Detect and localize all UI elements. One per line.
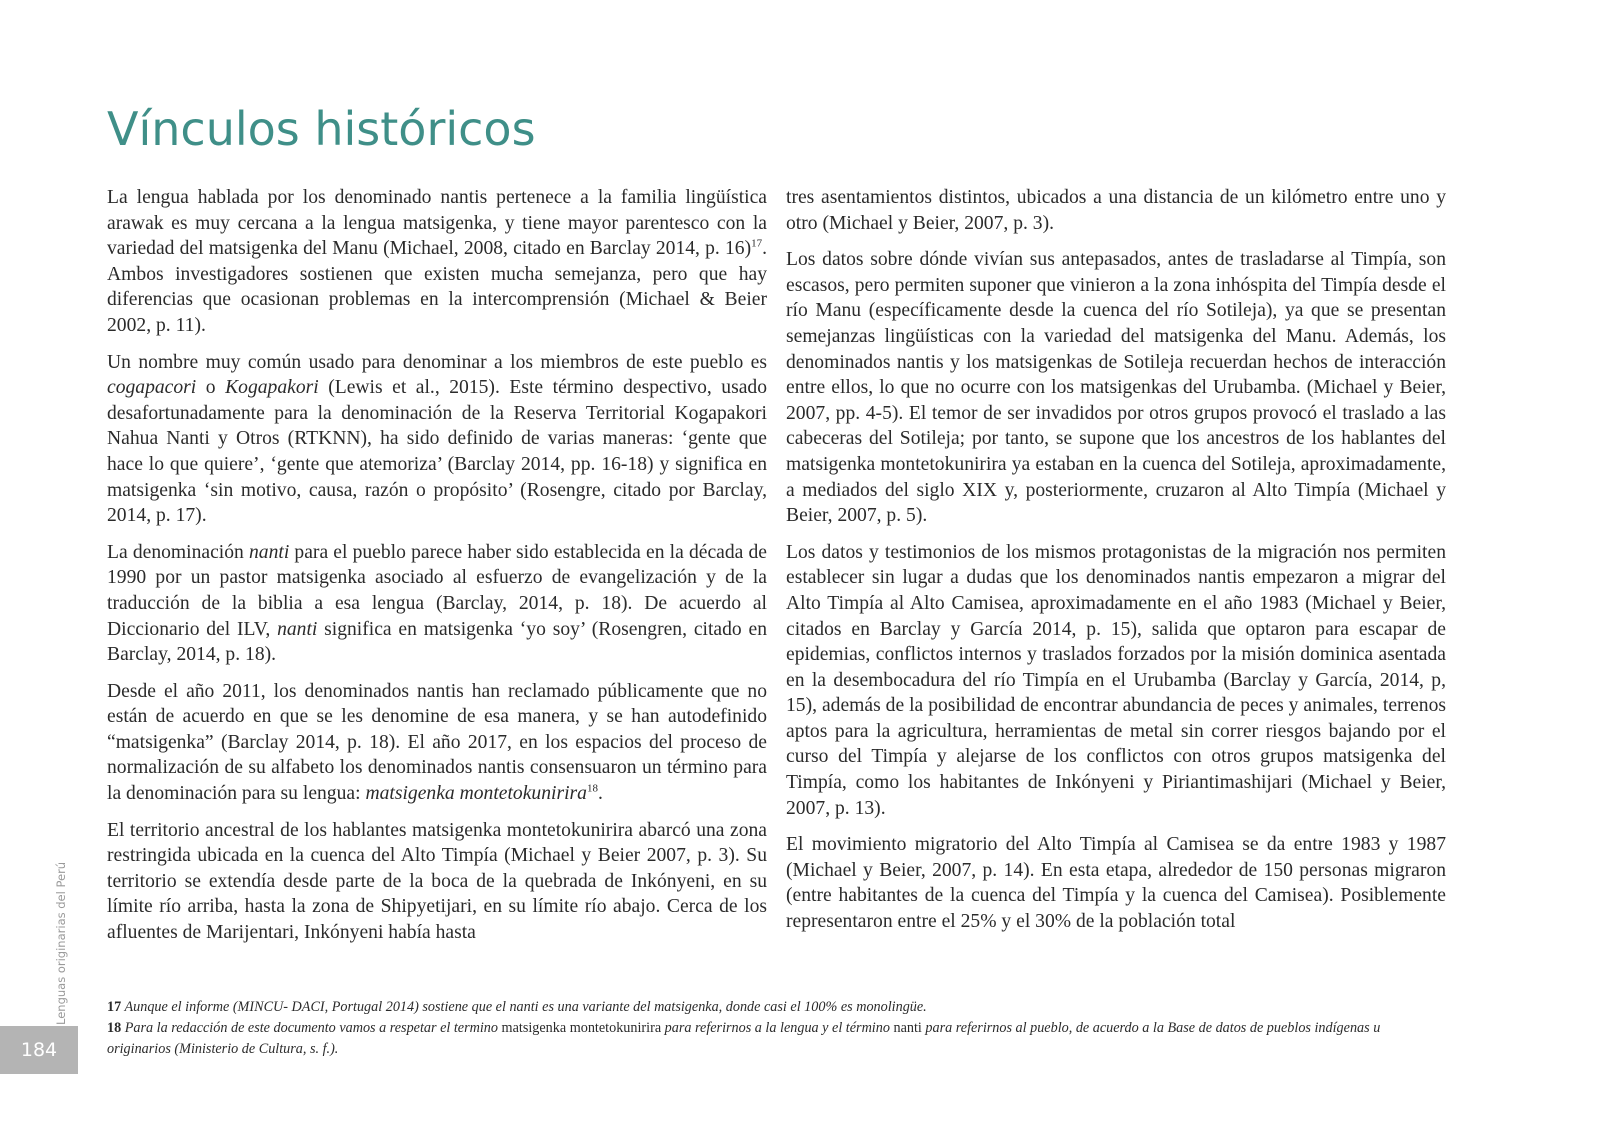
paragraph-text: significa en matsigenka ‘yo soy’ (Rosengren, citado en Barclay, 2014, p. 18). xyxy=(107,618,767,666)
footnote-text: para referirnos al pueblo, de acuerdo a la Base de datos de pueblos indígenas u originarios (Ministerio de Cultura, s. f.). xyxy=(107,1020,1381,1057)
paragraph-7: Los datos sobre dónde vivían sus antepasados, antes de trasladarse al Timpía, son escasos, pero permiten suponer que vinieron a la zona inhóspita del Timpía desde el río Manu (específicamente desde la cuenca del río Sotileja), ya que se presentan semejanzas lingüísticas con la variedad del matsigenka del Manu. Además, los denominados nantis y los matsigenkas de Sotileja recuerdan hechos de interacción entre ellos, lo que no ocurre con los matsigenkas del Urubamba. (Michael y Beier, 2007, pp. 4-5). El temor de ser invadidos por otros grupos provocó el traslado a las cabeceras del Sotileja; por tanto, se supone que los ancestros de los hablantes del matsigenka montetokunirira ya estaban en la cuenca del Sotileja, aproximadamente, a mediados del siglo XIX y, posteriormente, cruzaron al Alto Timpía (Michael y Beier, 2007, p. 5). xyxy=(786,249,1446,527)
paragraph-3 xyxy=(107,540,767,668)
paragraph-text: La denominación xyxy=(107,541,249,563)
italic-term: cogapacori xyxy=(107,377,197,399)
paragraph-4 xyxy=(107,679,767,807)
footnote-ref-18[interactable]: 18 xyxy=(586,782,598,795)
paragraph-2 xyxy=(107,350,767,529)
page-number: 184 xyxy=(0,1026,78,1074)
footnote-term: matsigenka montetokunirira xyxy=(501,1020,662,1036)
footnote-18 xyxy=(107,1018,1447,1060)
paragraph-text: (Lewis et al., 2015). Este término despectivo, usado desafortunadamente para la denominación de la Reserva Territorial Kogapakori Nahua Nanti y Otros (RTKNN), ha sido definido de varias maneras: ‘gente que hace lo que quiere’, ‘gente que atemoriza’ (Barclay 2014, pp. 16-18) y significa en matsigenka ‘sin motivo, causa, razón o propósito’ (Rosengre, citado por Barclay, 2014, p. 17). xyxy=(107,377,767,527)
paragraph-text: El territorio ancestral de los hablantes matsigenka montetokunirira abarcó una zona restringida ubicada en la cuenca del Alto Timpía (Michael y Beier 2007, p. 3). Su territorio se extendía desde parte de la boca de la quebrada de Inkónyeni, en su límite río arriba, hasta la zona de Shipyetijari, en su límite río abajo. Cerca de los afluentes de Marijentari, Inkónyeni había hasta xyxy=(107,819,767,944)
paragraph-9: El movimiento migratorio del Alto Timpía al Camisea se da entre 1983 y 1987 (Michael y Beier, 2007, p. 14). En esta etapa, alrededor de 150 personas migraron (entre habitantes de la cuenca del Timpía y la cuenca del Camisea). Posiblemente representaron entre el 25% y el 30% de la población total xyxy=(786,834,1446,933)
running-title: Lenguas originarias del Perú xyxy=(54,861,68,1025)
italic-term: nanti xyxy=(248,541,290,563)
footnote-17 xyxy=(107,997,1447,1018)
italic-term: nanti xyxy=(277,618,318,640)
paragraph-6: tres asentamientos distintos, ubicados a una distancia de un kilómetro entre uno y otro (Michael y Beier, 2007, p. 3). xyxy=(786,187,1446,234)
footnote-term: nanti xyxy=(893,1020,922,1036)
italic-term: Kogapakori xyxy=(225,377,319,399)
right-column xyxy=(786,185,1446,946)
footnote-number: 17 xyxy=(107,999,122,1015)
page-title: Vínculos históricos xyxy=(107,102,536,156)
left-column xyxy=(107,185,767,957)
paragraph-text: Un nombre muy común usado para denominar a los miembros de este pueblo es xyxy=(107,351,767,373)
footnote-number: 18 xyxy=(107,1020,122,1036)
paragraph-text: La lengua hablada por los denominado nantis pertenece a la familia lingüística arawak es muy cercana a la lengua matsigenka, y tiene mayor parentesco con la variedad del matsigenka del Manu (Michael, 2008, citado en Barclay 2014, p. 16) xyxy=(107,187,767,260)
footnote-ref-17[interactable]: 17 xyxy=(751,237,763,250)
paragraph-text: para el pueblo parece haber sido establecida en la década de 1990 por un pastor matsigenka asociado al esfuerzo de evangelización y de la traducción de la biblia a esa lengua (Barclay, 2014, p. 18). De acuerdo al Diccionario del ILV, xyxy=(107,541,767,640)
footnotes xyxy=(107,997,1447,1060)
footnote-text: para referirnos a la lengua y el término xyxy=(661,1020,894,1036)
paragraph-5 xyxy=(107,818,767,946)
paragraph-1 xyxy=(107,185,767,339)
paragraph-text: o xyxy=(196,377,226,399)
paragraph-text: Desde el año 2011, los denominados nantis han reclamado públicamente que no están de acuerdo en que se les denomine de esa manera, y se han autodefinido “matsigenka” (Barclay 2014, p. 18). El año 2017, en los espacios del proceso de normalización de su alfabeto los denominados nantis consensuaron un término para la denominación para su lengua: xyxy=(107,680,767,805)
footnote-text: Aunque el informe (MINCU- DACI, Portugal 2014) sostiene que el nanti es una variante del matsigenka, donde casi el 100% es monolingüe. xyxy=(124,999,927,1015)
footnote-text: Para la redacción de este documento vamos a respetar el termino xyxy=(124,1020,502,1036)
paragraph-text: . xyxy=(597,783,603,805)
paragraph-8: Los datos y testimonios de los mismos protagonistas de la migración nos permiten establecer sin lugar a dudas que los denominados nantis empezaron a migrar del Alto Timpía al Alto Camisea, aproximadamente en el año 1983 (Michael y Beier, citados en Barclay y García 2014, p. 15), salida que optaron para escapar de epidemias, conflictos internos y traslados forzados por la misión dominica asentada en la desembocadura del río Timpía en el Urubamba (Barclay y García, 2014, p, 15), además de la posibilidad de encontrar abundancia de peces y animales, terrenos aptos para la agricultura, herramientas de metal sin correr riesgos bajando por el curso del Timpía y alejarse de los conflictos con otros grupos matsigenka del Timpía, como los habitantes de Inkónyeni y Piriantimashijari (Michael y Beier, 2007, p. 13). xyxy=(786,541,1446,819)
paragraph-text: . Ambos investigadores sostienen que existen mucha semejanza, pero que hay diferencias que ocasionan problemas en la intercomprensión (Michael & Beier 2002, p. 11). xyxy=(107,238,767,336)
italic-term: matsigenka montetokunirira xyxy=(365,783,587,805)
